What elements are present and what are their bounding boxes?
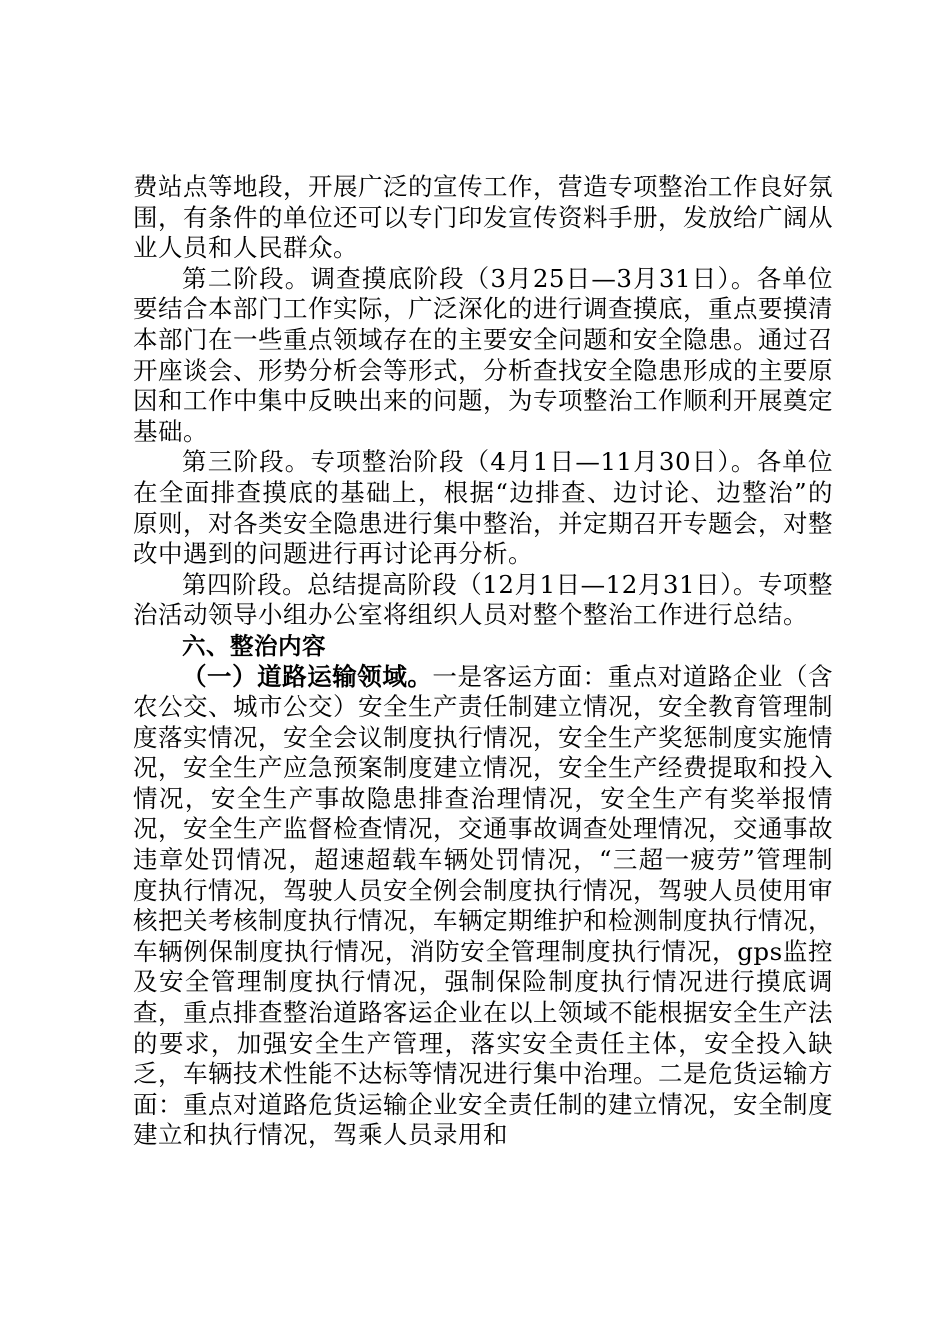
paragraph-publicity: 费站点等地段，开展广泛的宣传工作，营造专项整治工作良好氛围，有条件的单位还可以专门印发宣传资料手册，发放给广阔从业人员和人民群众。 <box>133 172 833 263</box>
paragraph-phase-two: 第二阶段。调查摸底阶段（3月25日—3月31日）。各单位要结合本部门工作实际，广泛深化的进行调查摸底，重点要摸清本部门在一些重点领域存在的主要安全问题和安全隐患。通过召开座谈会、形势分析会等形式，分析查找安全隐患形成的主要原因和工作中集中反映出来的问题，为专项整治工作顺利开展奠定基础。 <box>133 263 833 446</box>
paragraph-phase-four: 第四阶段。总结提高阶段（12月1日—12月31日）。专项整治活动领导小组办公室将组织人员对整个整治工作进行总结。 <box>133 569 833 630</box>
paragraph-road-transport <box>133 662 833 1152</box>
subsection-lead-road-transport: （一）道路运输领域。 <box>182 661 433 691</box>
paragraph-road-transport-body: 一是客运方面：重点对道路企业（含农公交、城市公交）安全生产责任制建立情况，安全教育管理制度落实情况，安全会议制度执行情况，安全生产奖惩制度实施情况，安全生产应急预案制度建立情况，安全生产经费提取和投入情况，安全生产事故隐患排查治理情况，安全生产有奖举报情况，安全生产监督检查情况，交通事故调查处理情况，交通事故违章处罚情况，超速超载车辆处罚情况，“三超一疲劳”管理制度执行情况，驾驶人员安全例会制度执行情况，驾驶人员使用审核把关考核制度执行情况，车辆定期维护和检测制度执行情况，车辆例保制度执行情况，消防安全管理制度执行情况，gps监控及安全管理制度执行情况，强制保险制度执行情况进行摸底调查，重点排查整治道路客运企业在以上领域不能根据安全生产法的要求，加强安全生产管理，落实安全责任主体，安全投入缺乏，车辆技术性能不达标等情况进行集中治理。二是危货运输方面：重点对道路危货运输企业安全责任制的建立情况，安全制度建立和执行情况，驾乘人员录用和 <box>133 661 834 1150</box>
document-body <box>133 172 833 1151</box>
paragraph-phase-three: 第三阶段。专项整治阶段（4月1日—11月30日）。各单位在全面排查摸底的基础上，根据“边排查、边讨论、边整治”的原则，对各类安全隐患进行集中整治，并定期召开专题会，对整改中遇到的问题进行再讨论再分析。 <box>133 447 833 569</box>
section-heading-rectification-content: 六、整治内容 <box>182 631 326 660</box>
